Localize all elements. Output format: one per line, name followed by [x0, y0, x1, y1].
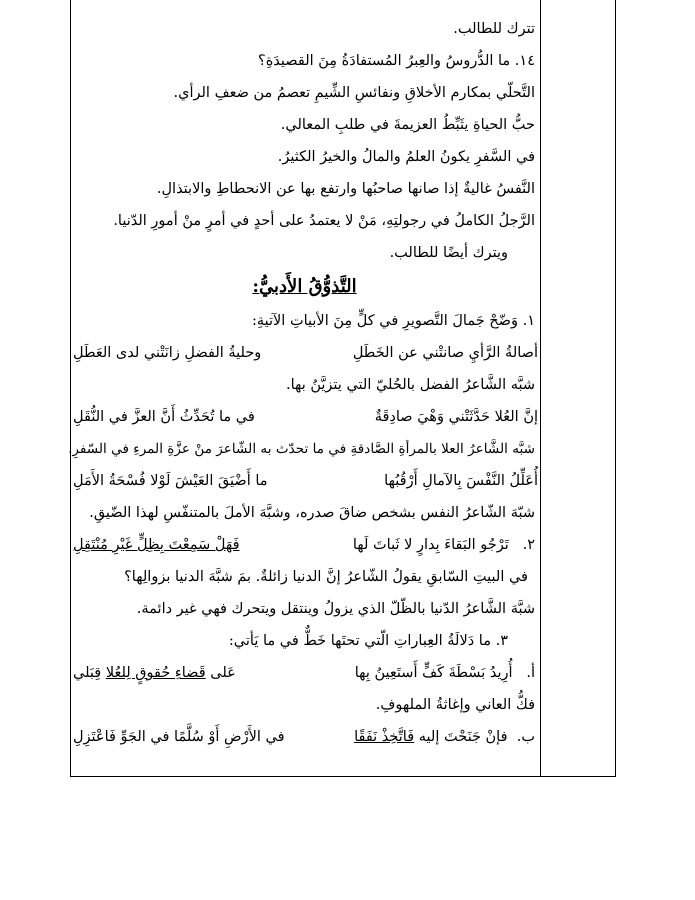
text-line: تترك للطالب. — [453, 21, 535, 37]
table-frame — [70, 0, 616, 777]
verse-first-hemistich: أصالةُ الرَّأيِ صانتْني عن الخَطَلِ — [352, 345, 538, 361]
column-divider — [540, 0, 541, 776]
verse-3 — [71, 465, 538, 497]
lesson-item: حبُّ الحياةِ يثَبِّطُ العزيمةَ في طلبِ المعالي. — [280, 117, 535, 133]
verse-second-hemistich: ما أَضْيَقَ العَيْشَ لَوْلا فُسْحَةُ الأَمَلِ — [73, 473, 268, 489]
explanation: شبَّه الشَّاعرُ العلا بالمرأةِ الصَّادقةِ في ما تحدّث به الشّاعرَ منْ عزَّةِ المرءِ في السّفرِ. — [68, 441, 535, 457]
lesson-item: في السَّفرِ يكونُ العلمُ والمالُ والخيرُ الكثيرُ. — [277, 149, 535, 165]
verse-second-hemistich: في الأَرْضِ أَوْ سُلَّمًا في الجَوِّ فَاعْتَزِلِ — [73, 729, 285, 745]
question-2: في البيتِ السّابقِ يقولُ الشّاعرُ إنَّ الدنيا زائلةٌ. بمَ شبَّهَ الدنيا بزوالِها؟ — [124, 569, 528, 585]
verse-5 — [71, 657, 538, 689]
lesson-item: الرَّجلُ الكاملُ في رجولتِهِ، مَنْ لا يعتمدُ على أحدٍ في أمرٍ منْ أمورِ الدّنيا. — [113, 213, 535, 229]
hemistich-text: فإنْ جَنَحْتَ إليه — [414, 729, 508, 745]
verse-second-hemistich: في ما تُحَدِّثُ أَنَّ العزَّ في النُّقَلِ — [73, 409, 255, 425]
verse-second-hemistich: وحليةُ الفضلِ زانَتْني لدى العَطَلِ — [73, 345, 262, 361]
verse-1 — [71, 337, 538, 369]
verse-first-hemistich: إنَّ العُلا حَدَّثَتْني وَهْيَ صادِقَةٌ — [374, 409, 538, 425]
verse-6 — [71, 721, 538, 753]
verse-4 — [71, 529, 538, 561]
verse-2 — [71, 401, 538, 433]
question-3: ٣. ما دَلالَةُ العِباراتِ الّتي تحتَها خَطٌّ في ما يَأتي: — [228, 633, 508, 649]
hemistich-text: عَلى — [205, 665, 236, 681]
verse-first-hemistich: تَرْجُو البَقاءَ بِدارٍ لا ثَباتَ لَها — [352, 537, 509, 553]
explanation: شبّهَ الشّاعرُ النفس بشخص ضاقَ صدره، وشبَّهَ الأملَ بالمتنفّسِ لهذا الضّيقِ. — [89, 505, 535, 521]
lesson-item: التَّحلّي بمكارم الأخلاقِ ونفائسِ الشِّيمِ تعصمُ من ضعفِ الرأي. — [173, 85, 535, 101]
answer-a: فكُّ العاني وإغاثةُ الملهوفِ. — [375, 697, 535, 713]
verse-first-hemistich-group — [354, 721, 535, 753]
verse-second-hemistich: فَهَلْ سَمِعْتَ بِظِلٍّ غَيْرِ مُنْتَقِلِ — [73, 537, 240, 553]
main-text-column — [68, 13, 538, 753]
item-label-a: أ. — [526, 665, 535, 681]
verse-second-hemistich — [73, 657, 236, 689]
section-heading: التَّذوُّقُ الأَدبيُّ: — [252, 276, 357, 297]
verse-first-hemistich-group — [353, 529, 535, 561]
verse-first-hemistich: أُرِيدُ بَسْطَةَ كَفٍّ أَستَعِينُ بِها — [354, 665, 513, 681]
item-label-b: ب. — [516, 729, 535, 745]
lesson-item: النَّفسُ غاليةٌ إذا صانها صاحبُها وارتفع بها عن الانحطاطِ والابتذالِ. — [156, 181, 535, 197]
underlined-phrase: فَاتَّخِذْ نَفَقًا — [354, 729, 415, 745]
hemistich-text: قِبَلي — [73, 665, 106, 681]
underlined-phrase: قَضاءِ حُقوقٍ لِلعُلا — [105, 665, 206, 681]
verse-first-hemistich-group — [355, 657, 535, 689]
text-line: ويترك أيضًا للطالب. — [389, 245, 508, 261]
explanation: شبَّه الشَّاعرُ الفضل بالحُليّ التي يتزيَّنُ بها. — [286, 377, 535, 393]
answer-2: شبَّهَ الشَّاعرُ الدّنيا بالظّلّ الذي يزولُ وينتقل ويتحرك فهي غير دائمة. — [136, 601, 535, 617]
question-1: ١. وَضّحْ جَمالَ التَّصويرِ في كلٍّ مِنَ الأبياتِ الآتيةِ: — [251, 313, 535, 329]
question-14: ١٤. ما الدُّروسُ والعِبرُ المُستفادَةُ مِنَ القصيدَةِ؟ — [258, 53, 535, 69]
verse-first-hemistich: أُعَلِّلُ النَّفْسَ بِالآمالِ أَرْقُبُها — [384, 473, 538, 489]
question-2-number: ٢. — [522, 537, 535, 553]
